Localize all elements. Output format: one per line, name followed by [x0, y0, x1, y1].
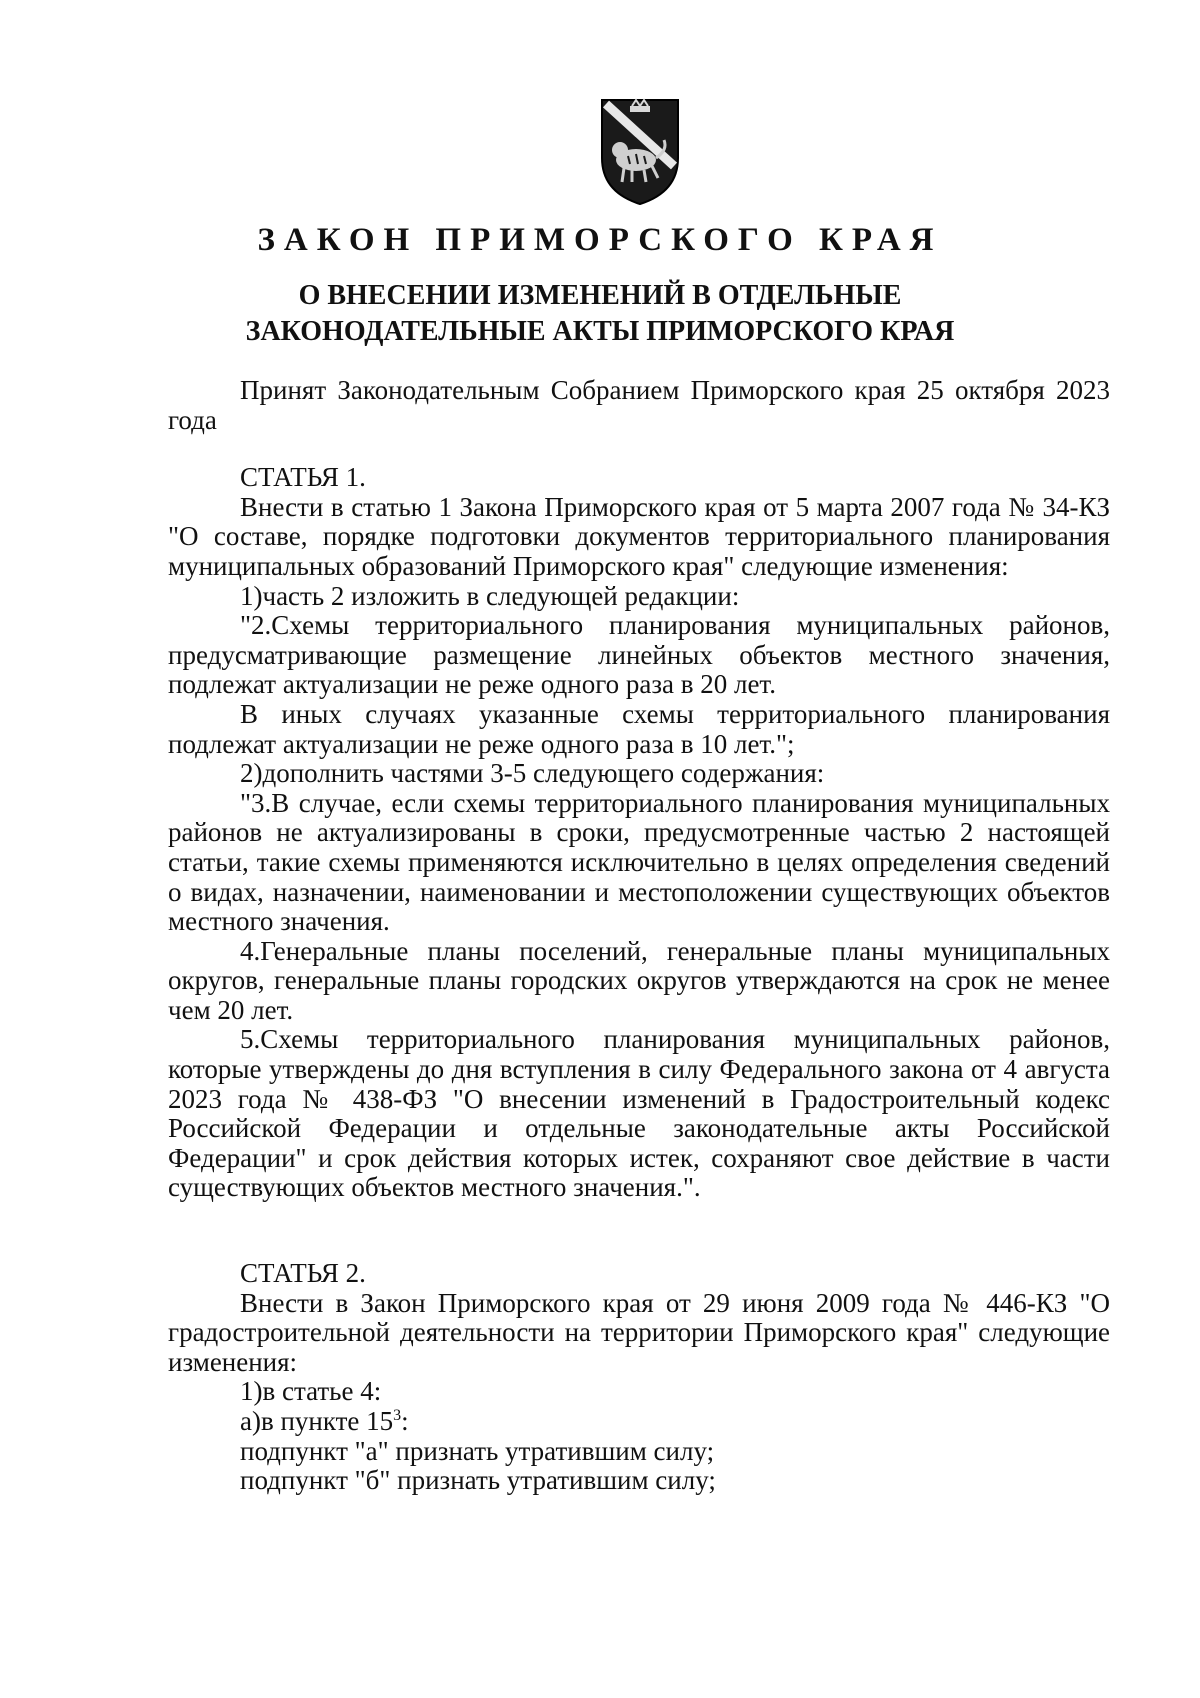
law-body	[168, 376, 1110, 1496]
article-1-heading: СТАТЬЯ 1.	[240, 462, 366, 493]
article-2-intro: Внести в Закон Приморского края от 29 июня 2009 года № 446-КЗ "О градостроительной деятельности на территории Приморского края" следующие изменения:	[168, 1287, 1110, 1377]
coat-of-arms-icon	[598, 96, 682, 208]
item-a-text: а)в пункте 15	[240, 1406, 394, 1436]
article-2-subitem-b: подпункт "б" признать утратившим силу;	[240, 1465, 716, 1496]
subtitle-line-1: О ВНЕСЕНИИ ИЗМЕНЕНИЙ В ОТДЕЛЬНЫЕ	[298, 280, 902, 311]
article-1-item-2: 2)дополнить частями 3-5 следующего содержания:	[240, 758, 825, 789]
article-1-part-3: "3.В случае, если схемы территориального планирования муниципальных районов не актуализированы в сроки, предусмотренные частью 2 настоящей статьи, такие схемы применяются исключительно в целях определения сведений о видах, назначении, наименовании и местоположении существующих объектов местного значения.	[168, 787, 1110, 937]
article-2-heading: СТАТЬЯ 2.	[240, 1258, 366, 1289]
law-subtitle	[0, 278, 1200, 350]
article-2-item-1: 1)в статье 4:	[240, 1376, 382, 1407]
law-title: ЗАКОН ПРИМОРСКОГО КРАЯ	[257, 222, 943, 258]
subtitle-line-2: ЗАКОНОДАТЕЛЬНЫЕ АКТЫ ПРИМОРСКОГО КРАЯ	[245, 316, 955, 347]
article-1-item-1: 1)часть 2 изложить в следующей редакции:	[240, 580, 740, 611]
article-1-part-2b: В иных случаях указанные схемы территориального планирования подлежат актуализации не реже одного раза в 10 лет.";	[168, 698, 1110, 759]
article-2-item-a	[168, 1407, 1110, 1437]
article-1-part-5: 5.Схемы территориального планирования муниципальных районов, которые утверждены до дня вступления в силу Федерального закона от 4 августа 2023 года № 438-ФЗ "О внесении изменений в Градостроительный кодекс Российской Федерации и отдельные законодательные акты Российской Федерации" и срок действия которых истек, сохраняют свое действие в части существующих объектов местного значения.".	[168, 1024, 1110, 1203]
item-a-colon: :	[401, 1406, 409, 1436]
adoption-note: Принят Законодательным Собранием Приморского края 25 октября 2023 года	[168, 375, 1110, 435]
item-a-superscript: 3	[393, 1407, 402, 1424]
article-1-intro: Внести в статью 1 Закона Приморского края от 5 марта 2007 года № 34-КЗ "О составе, порядке подготовки документов территориального планирования муниципальных образований Приморского края" следующие изменения:	[168, 491, 1110, 581]
article-2-subitem-a: подпункт "а" признать утратившим силу;	[240, 1435, 715, 1466]
article-1-part-4: 4.Генеральные планы поселений, генеральные планы муниципальных округов, генеральные планы городских округов утверждаются на срок не менее чем 20 лет.	[168, 935, 1110, 1025]
article-1-part-2: "2.Схемы территориального планирования муниципальных районов, предусматривающие размещение линейных объектов местного значения, подлежат актуализации не реже одного раза в 20 лет.	[168, 610, 1110, 700]
